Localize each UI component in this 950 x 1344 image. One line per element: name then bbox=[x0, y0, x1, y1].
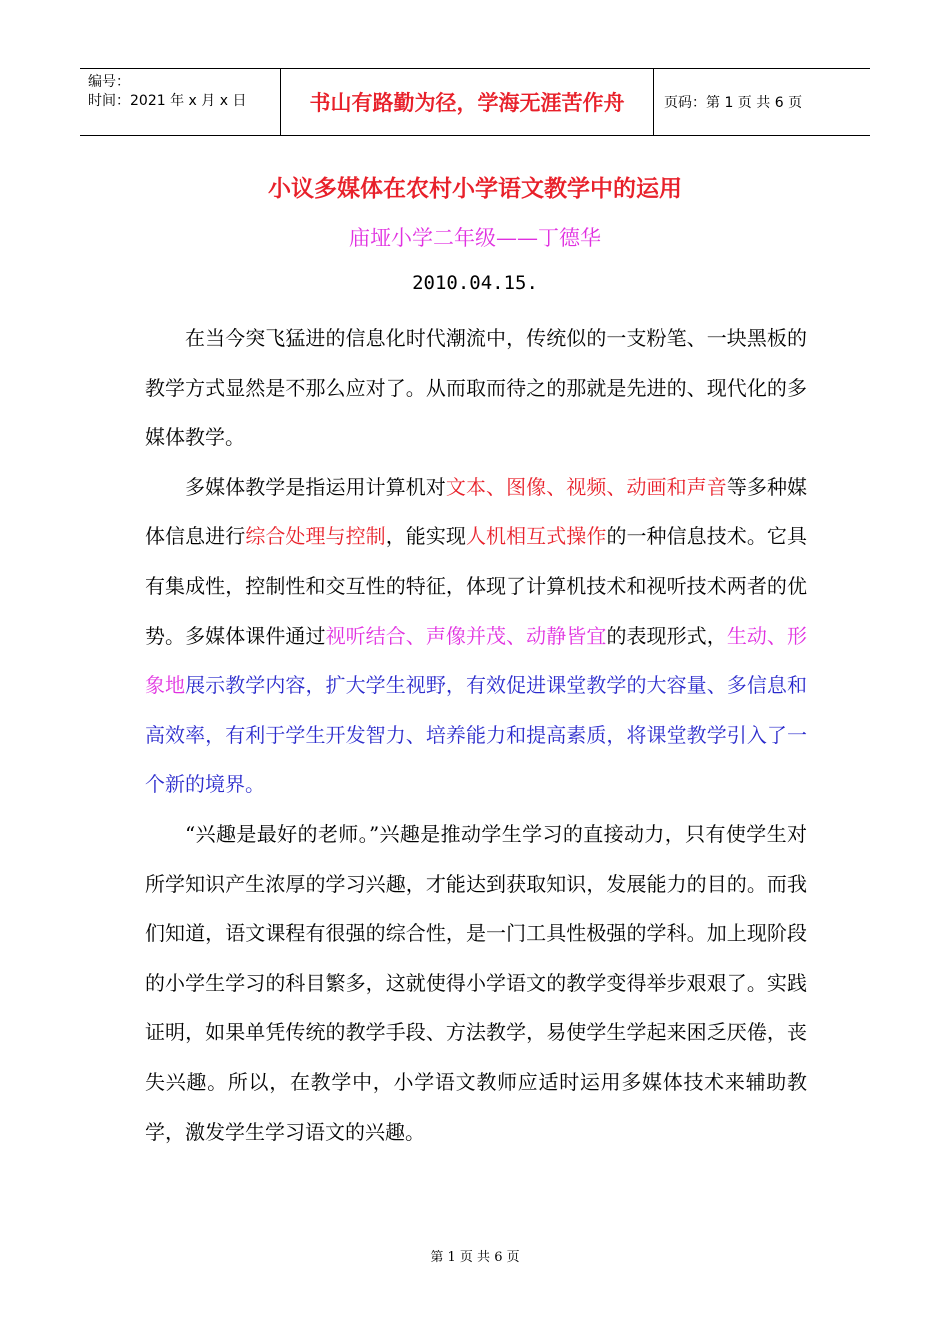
text-span: 等多种媒体信息进行 bbox=[145, 474, 808, 549]
page-footer: 第 1 页 共 6 页 bbox=[430, 1250, 520, 1265]
document-author: 庙垭小学二年级——丁德华 bbox=[349, 226, 601, 250]
number-label: 编号： bbox=[88, 74, 130, 90]
text-span: ，能实现 bbox=[385, 524, 466, 549]
highlight-red: 文本、图像、视频、动画和声音 bbox=[445, 474, 727, 499]
document-date: 2010.04.15. bbox=[412, 272, 538, 294]
header-motto: 书山有路勤为径，学海无涯苦作舟 bbox=[280, 69, 654, 135]
paragraph-3: “兴趣是最好的老师。”兴趣是推动学生学习的直接动力，只有使学生对所学知识产生浓厚的学习兴趣，才能达到获取知识，发展能力的目的。而我们知道，语文课程有很强的综合性，是一门工具性极强的学科。加上现阶段的小学生学习的科目繁多，这就使得小学语文的教学变得举步艰艰了。实践证明，如果单凭传统的教学手段、方法教学，易使学生学起来困乏厌倦，丧失兴趣。所以，在教学中，小学语文教师应适时运用多媒体技术来辅助教学，激发学生学习语文的兴趣。 bbox=[145, 821, 807, 1144]
paragraph-2 bbox=[145, 463, 807, 810]
header-page-info: 页码：第 1 页 共 6 页 bbox=[664, 95, 803, 111]
highlight-red: 综合处理与控制 bbox=[245, 524, 386, 549]
highlight-red: 人机相互式操作 bbox=[466, 524, 607, 549]
time-label: 时间：2021 年 x 月 x 日 bbox=[88, 93, 247, 109]
paragraph-1: 在当今突飞猛进的信息化时代潮流中，传统似的一支粉笔、一块黑板的教学方式显然是不那么应对了。从而取而待之的那就是先进的、现代化的多媒体教学。 bbox=[145, 326, 807, 450]
highlight-pink: 视听结合、声像并茂、动静皆宜 bbox=[325, 623, 607, 648]
document-title: 小议多媒体在农村小学语文教学中的运用 bbox=[268, 176, 682, 202]
text-span: 的表现形式， bbox=[606, 623, 727, 648]
text-span: 多媒体教学是指运用计算机对 bbox=[185, 474, 446, 499]
text-span: 的一种信息技术。它具有集成性，控制性和交互性的特征，体现了计算机技术和视听技术两者的优势。多媒体课件通过 bbox=[145, 524, 807, 648]
highlight-pink: 生动、形象地 bbox=[145, 623, 807, 698]
document-body bbox=[145, 314, 807, 1157]
page-header bbox=[80, 68, 870, 136]
highlight-blue: 展示教学内容，扩大学生视野，有效促进课堂教学的大容量、多信息和高效率，有利于学生开发智力、培养能力和提高素质，将课堂教学引入了一个新的境界。 bbox=[145, 673, 807, 797]
header-meta bbox=[80, 69, 280, 135]
